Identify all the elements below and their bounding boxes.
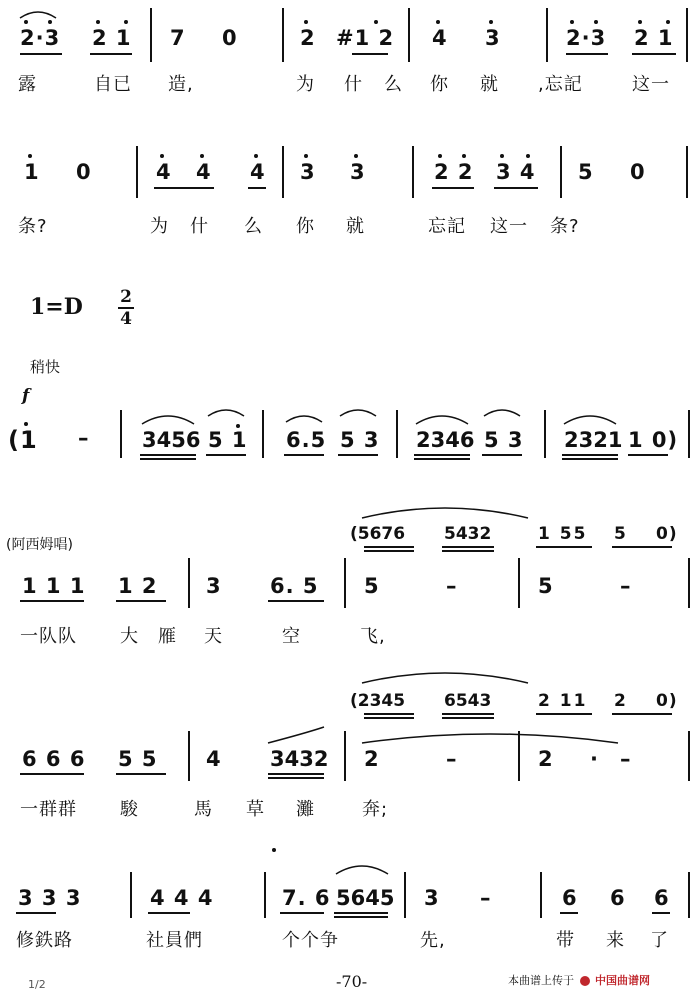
note-group: 1 1 1 — [22, 574, 86, 598]
note: 4 — [206, 747, 222, 771]
lyric: 一队队 — [20, 626, 77, 647]
lyric: 自已 — [94, 74, 132, 95]
lyric: 条? — [18, 216, 48, 237]
accompaniment-notes: 0) — [656, 691, 678, 711]
beam-line — [612, 713, 672, 715]
note-group: 2346 — [416, 428, 475, 452]
octave-dot — [24, 422, 28, 426]
slur — [18, 8, 58, 20]
note-group: 5645 — [336, 886, 395, 910]
bar-line — [688, 410, 690, 458]
bar-line — [264, 872, 266, 918]
bar-line — [282, 146, 284, 198]
beam-line — [442, 717, 494, 719]
bar-line — [344, 731, 346, 781]
slur — [338, 406, 378, 418]
beam-line — [612, 546, 672, 548]
lyric: 你 — [430, 74, 449, 95]
beam-line — [268, 773, 324, 775]
beam-line — [632, 53, 676, 55]
note: 4 — [196, 160, 212, 184]
staccato-dot — [272, 848, 276, 852]
lyric: 造, — [168, 74, 194, 95]
note-group: 3456 — [142, 428, 201, 452]
note-group: 2321 — [564, 428, 623, 452]
slur — [562, 412, 618, 426]
dot-marking: · — [590, 747, 599, 771]
note: 4 — [156, 160, 172, 184]
system-1 — [0, 0, 700, 100]
bar-line — [408, 8, 410, 62]
beam-line — [16, 912, 56, 914]
note: 3 — [485, 26, 501, 50]
beam-line — [154, 187, 214, 189]
note: 4 — [250, 160, 266, 184]
octave-dot — [304, 20, 308, 24]
bar-line — [188, 731, 190, 781]
bar-line — [150, 8, 152, 62]
lyric: 露 — [18, 74, 37, 95]
note-group: 2 1 — [92, 26, 132, 50]
note: 5 — [578, 160, 594, 184]
time-top: 2 — [120, 287, 132, 307]
bar-line — [396, 410, 398, 458]
tie — [360, 729, 620, 745]
octave-dot — [438, 154, 442, 158]
note-group: 5 3 — [340, 428, 380, 452]
note: 1 — [24, 160, 40, 184]
octave-dot — [304, 154, 308, 158]
beam-line — [414, 454, 470, 456]
note-group: 2 1 — [634, 26, 674, 50]
note: 3 — [300, 160, 316, 184]
bar-line — [136, 146, 138, 198]
rest: 0 — [222, 26, 238, 50]
dash: – — [480, 886, 492, 910]
slur — [414, 412, 470, 426]
page-number: -70- — [336, 972, 368, 991]
bar-line — [404, 872, 406, 918]
note-group: 6.5 — [286, 428, 327, 452]
accompaniment-notes: 5432 — [444, 524, 492, 544]
note-group: 7. 6 — [282, 886, 331, 910]
octave-dot — [594, 20, 598, 24]
lyric: 条? — [550, 216, 580, 237]
lyric: 个个争 — [282, 930, 339, 951]
slur — [482, 406, 522, 418]
lyric: 灘 — [296, 799, 315, 820]
beam-line — [20, 773, 84, 775]
beam-line — [482, 454, 522, 456]
beam-line — [442, 713, 494, 715]
octave-dot — [462, 154, 466, 158]
note: 3 — [206, 574, 222, 598]
lyric: 么 — [384, 74, 403, 95]
rest: 0 — [630, 160, 646, 184]
beam-line — [432, 187, 474, 189]
octave-dot — [124, 20, 128, 24]
beam-line — [148, 912, 190, 914]
singer-label: (阿西姆唱) — [6, 537, 73, 553]
note: 7 — [170, 26, 186, 50]
bar-line — [686, 146, 688, 198]
octave-dot — [489, 20, 493, 24]
slur — [360, 504, 530, 520]
beam-line — [562, 454, 618, 456]
octave-dot — [374, 20, 378, 24]
tempo-marking: 稍快 — [30, 358, 61, 376]
beam-line — [140, 454, 196, 456]
lyric: 草 — [246, 799, 265, 820]
lyric: 就 — [346, 216, 365, 237]
note: (1 — [8, 426, 38, 454]
lyric: 为 — [150, 216, 169, 237]
bar-line — [262, 410, 264, 458]
lyric: 忘記 — [428, 216, 466, 237]
beam-line — [248, 187, 266, 189]
bar-line — [282, 8, 284, 62]
system-2 — [0, 140, 700, 240]
note-group: 3 4 — [496, 160, 536, 184]
accompaniment-notes: 6543 — [444, 691, 492, 711]
beam-line — [140, 458, 196, 460]
note: 6 — [562, 886, 578, 910]
note-group: 5 1 — [208, 428, 248, 452]
bar-line — [344, 558, 346, 608]
note: 3 — [350, 160, 366, 184]
note-group: #1 2 — [336, 26, 395, 50]
beam-line — [116, 600, 166, 602]
lyric: 么 — [244, 216, 263, 237]
bar-line — [544, 410, 546, 458]
beam-line — [334, 916, 388, 918]
dash: – — [446, 574, 458, 598]
beam-line — [364, 717, 414, 719]
note: 2 — [364, 747, 380, 771]
slur — [284, 412, 324, 424]
note-group: 4 4 4 — [150, 886, 214, 910]
dash: – — [620, 747, 632, 771]
octave-dot — [48, 20, 52, 24]
lyric: 大 — [120, 626, 139, 647]
bar-line — [130, 872, 132, 918]
note-group: 3 3 3 — [18, 886, 82, 910]
lyric: 你 — [296, 216, 315, 237]
lyric: 飞, — [360, 626, 386, 647]
slur — [266, 729, 326, 745]
note-group: 3432 — [270, 747, 329, 771]
bar-line — [188, 558, 190, 608]
lyric: 空 — [282, 626, 301, 647]
dynamic-marking: f — [22, 386, 30, 406]
lyric: 为 — [296, 74, 315, 95]
octave-dot — [254, 154, 258, 158]
rest: 0 — [76, 160, 92, 184]
beam-line — [20, 600, 84, 602]
dash: – — [78, 426, 90, 450]
lyric: 先, — [420, 930, 446, 951]
system-3 — [0, 400, 700, 470]
accompaniment-notes: 0) — [656, 524, 678, 544]
octave-dot — [570, 20, 574, 24]
accompaniment-notes: 2 11 — [538, 691, 588, 711]
note: 5 — [364, 574, 380, 598]
slur — [334, 862, 390, 876]
beam-line — [338, 454, 378, 456]
beam-line — [652, 912, 670, 914]
octave-dot — [28, 154, 32, 158]
note-group: 2 2 — [434, 160, 474, 184]
bar-line — [546, 8, 548, 62]
beam-line — [536, 713, 592, 715]
lyric: 带 — [556, 930, 575, 951]
lyric: 来 — [606, 930, 625, 951]
dash: – — [620, 574, 632, 598]
beam-line — [560, 912, 578, 914]
beam-line — [352, 53, 388, 55]
lyric: 了 — [650, 930, 669, 951]
dash: – — [446, 747, 458, 771]
bar-line — [518, 731, 520, 781]
lyric: 馬 — [194, 799, 213, 820]
beam-line — [562, 458, 618, 460]
note-group: 1 0) — [628, 428, 679, 452]
octave-dot — [500, 154, 504, 158]
accompaniment-notes: (2345 — [350, 691, 406, 711]
key-label: 1=D — [30, 294, 83, 320]
lyric: 雁 — [158, 626, 177, 647]
note: 6 — [610, 886, 626, 910]
bar-line — [560, 146, 562, 198]
slur — [206, 406, 246, 418]
watermark-site: 中国曲谱网 — [595, 974, 650, 987]
note-group: 2·3 — [566, 26, 607, 50]
lyric: 駿 — [120, 799, 139, 820]
note-group: 6 6 6 — [22, 747, 86, 771]
beam-line — [334, 912, 388, 914]
lyric: 什 — [344, 74, 363, 95]
watermark-logo-icon — [580, 976, 590, 986]
bar-line — [688, 731, 690, 781]
beam-line — [20, 53, 62, 55]
lyric: 就 — [480, 74, 499, 95]
system-6 — [0, 840, 700, 960]
lyric: 社員們 — [146, 930, 203, 951]
lyric: 奔; — [362, 799, 389, 820]
note-group: 2·3 — [20, 26, 61, 50]
note-group: 1 2 — [118, 574, 158, 598]
time-bottom: 4 — [120, 309, 132, 329]
system-4 — [0, 500, 700, 660]
octave-dot — [436, 20, 440, 24]
bar-line — [412, 146, 414, 198]
footer-left-number: 1/2 — [28, 978, 46, 991]
note: 4 — [432, 26, 448, 50]
beam-line — [364, 550, 414, 552]
octave-dot — [354, 154, 358, 158]
note: 6 — [654, 886, 670, 910]
lyric: 修鉄路 — [16, 930, 73, 951]
beam-line — [442, 546, 494, 548]
bar-line — [540, 872, 542, 918]
bar-line — [688, 872, 690, 918]
bar-line — [120, 410, 122, 458]
beam-line — [414, 458, 470, 460]
watermark-text: 本曲谱上传于 — [508, 974, 574, 987]
accompaniment-notes: (5676 — [350, 524, 406, 544]
beam-line — [536, 546, 592, 548]
key-signature — [30, 294, 83, 320]
note-group: 5 5 — [118, 747, 158, 771]
beam-line — [364, 713, 414, 715]
lyric: 什 — [190, 216, 209, 237]
note: 5 — [538, 574, 554, 598]
octave-dot — [96, 20, 100, 24]
octave-dot — [526, 154, 530, 158]
lyric: 一群群 — [20, 799, 77, 820]
beam-line — [364, 546, 414, 548]
octave-dot — [200, 154, 204, 158]
octave-dot — [638, 20, 642, 24]
accompaniment-notes: 2 — [614, 691, 627, 711]
beam-line — [116, 773, 166, 775]
bar-line — [518, 558, 520, 608]
beam-line — [268, 600, 324, 602]
lyric: 天 — [204, 626, 223, 647]
beam-line — [268, 777, 324, 779]
octave-dot — [160, 154, 164, 158]
time-signature — [118, 288, 134, 328]
note-group: 6. 5 — [270, 574, 319, 598]
bar-line — [688, 558, 690, 608]
beam-line — [206, 454, 246, 456]
beam-line — [280, 912, 324, 914]
octave-dot — [24, 20, 28, 24]
octave-dot — [666, 20, 670, 24]
lyric: 这一 — [632, 74, 670, 95]
beam-line — [442, 550, 494, 552]
beam-line — [494, 187, 538, 189]
note: 2 — [538, 747, 554, 771]
accompaniment-notes: 1 55 — [538, 524, 588, 544]
bar-line — [686, 8, 688, 62]
slur — [140, 412, 196, 426]
beam-line — [284, 454, 324, 456]
system-5 — [0, 665, 700, 825]
note-group: 5 3 — [484, 428, 524, 452]
note: 2 — [300, 26, 316, 50]
beam-line — [566, 53, 608, 55]
lyric: 这一 — [490, 216, 528, 237]
beam-line — [628, 454, 668, 456]
note: 3 — [424, 886, 440, 910]
slur — [360, 669, 530, 685]
watermark — [508, 972, 650, 988]
beam-line — [90, 53, 132, 55]
lyric: ,忘記 — [538, 74, 583, 95]
accompaniment-notes: 5 — [614, 524, 627, 544]
octave-dot — [236, 424, 240, 428]
